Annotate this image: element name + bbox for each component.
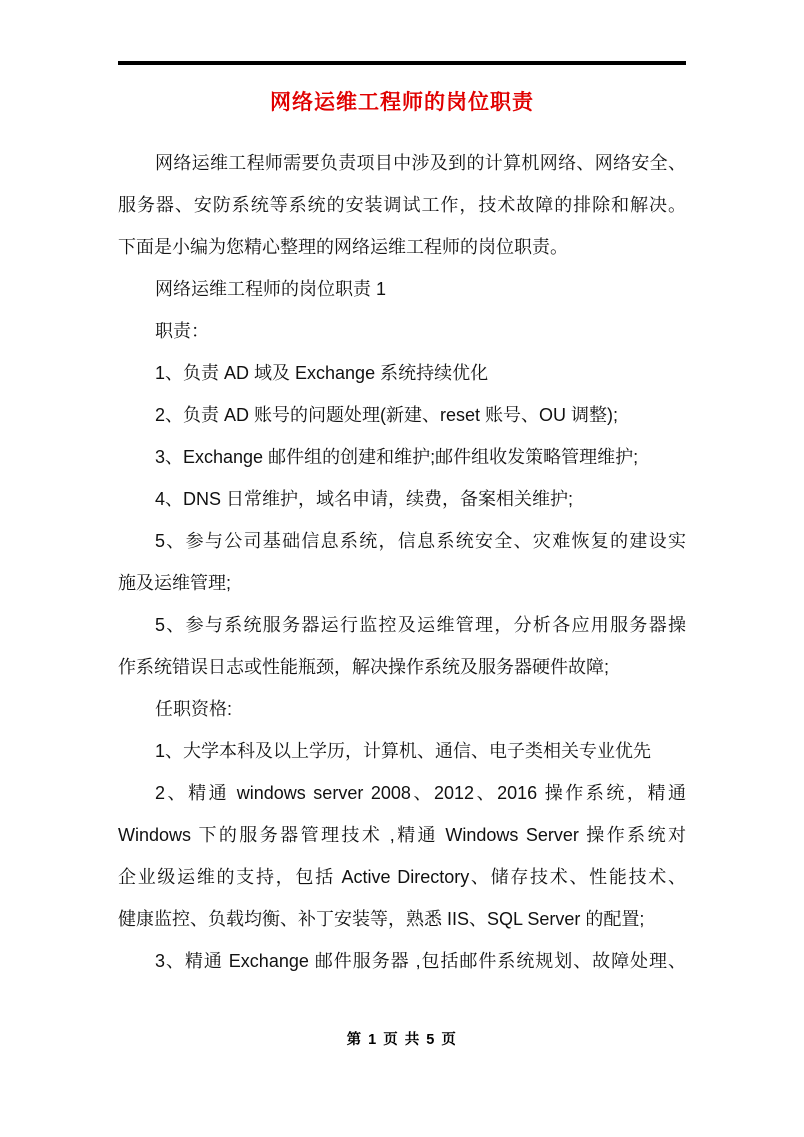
text-line: 网络运维工程师的岗位职责 1 <box>155 279 387 299</box>
text-line: 服务器、安防系统等系统的安装调试工作，技术故障的排除和解决。 <box>118 195 686 215</box>
text-line: 5、参与系统服务器运行监控及运维管理，分析各应用服务器操 <box>155 615 686 635</box>
text-line: 4、DNS 日常维护，域名申请，续费，备案相关维护; <box>155 489 574 509</box>
text-line: 2、精通 windows server 2008、2012、2016 操作系统，精通 <box>155 783 686 803</box>
text-line: 1、大学本科及以上学历，计算机、通信、电子类相关专业优先 <box>155 741 652 761</box>
text-line: 企业级运维的支持，包括 Active Directory、储存技术、性能技术、 <box>118 867 686 887</box>
text-line: Windows 下的服务器管理技术 ,精通 Windows Server 操作系统对 <box>118 825 686 845</box>
text-line: 2、负责 AD 账号的问题处理(新建、reset 账号、OU 调整); <box>155 405 619 425</box>
text-line: 3、Exchange 邮件组的创建和维护;邮件组收发策略管理维护; <box>155 447 639 467</box>
text-line: 3、精通 Exchange 邮件服务器 ,包括邮件系统规划、故障处理、 <box>155 951 686 971</box>
text-line: 职责： <box>155 321 209 341</box>
text-line: 下面是小编为您精心整理的网络运维工程师的岗位职责。 <box>118 237 568 257</box>
page-title: 网络运维工程师的岗位职责 <box>270 91 534 114</box>
text-line: 施及运维管理; <box>118 573 232 593</box>
text-line: 1、负责 AD 域及 Exchange 系统持续优化 <box>155 363 489 383</box>
page-footer: 第 1 页 共 5 页 <box>346 1032 458 1048</box>
header-rule <box>118 61 686 65</box>
text-line: 作系统错误日志或性能瓶颈，解决操作系统及服务器硬件故障; <box>118 657 609 677</box>
text-line: 网络运维工程师需要负责项目中涉及到的计算机网络、网络安全、 <box>155 153 686 173</box>
document-body <box>118 142 686 982</box>
text-line: 5、参与公司基础信息系统，信息系统安全、灾难恢复的建设实 <box>155 531 686 551</box>
text-line: 任职资格: <box>155 699 233 719</box>
text-line: 健康监控、负载均衡、补丁安装等，熟悉 IIS、SQL Server 的配置; <box>118 909 645 929</box>
